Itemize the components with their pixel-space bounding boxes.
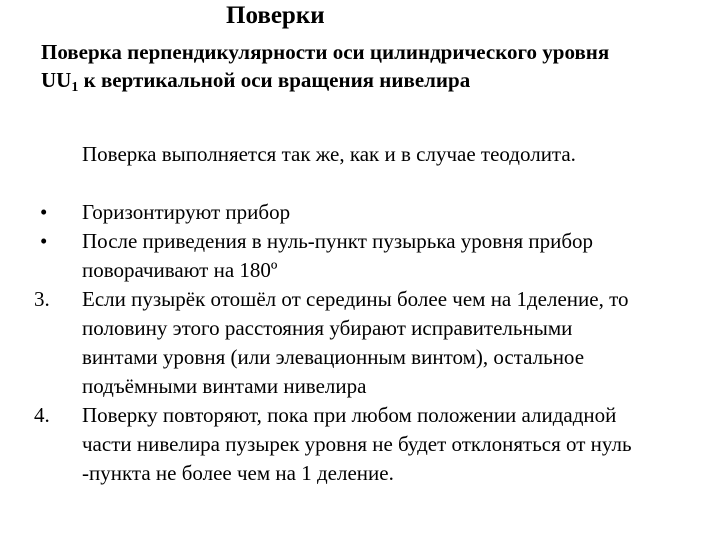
list-item <box>34 227 632 285</box>
slide-title: Поверки <box>226 2 325 29</box>
heading-line-1: Поверка перпендикулярности оси цилиндрического уровня <box>41 40 610 64</box>
step-text: винтами уровня (или элевационным винтом), остальное <box>82 345 585 369</box>
heading-axis-subscript: 1 <box>71 80 79 95</box>
step-text: Если пузырёк отошёл от середины более чем на 1деление, то <box>82 287 629 311</box>
heading-axis-label: UU <box>41 68 72 92</box>
list-item <box>34 401 632 488</box>
number-marker: 3. <box>34 287 50 311</box>
step-text: Поверку повторяют, пока при любом положении алидадной <box>82 403 617 427</box>
section-heading <box>41 38 609 94</box>
steps-list <box>34 198 632 488</box>
list-item <box>34 285 632 401</box>
step-text: поворачивают на 180º <box>82 258 278 282</box>
number-marker: 4. <box>34 403 50 427</box>
list-item <box>34 198 632 227</box>
heading-line-2-text: к вертикальной оси вращения нивелира <box>78 68 471 92</box>
bullet-marker: • <box>40 200 48 224</box>
step-text: части нивелира пузырек уровня не будет отклоняться от нуль <box>82 432 632 456</box>
step-text: Горизонтируют прибор <box>82 200 291 224</box>
step-text: половину этого расстояния убирают исправительными <box>82 316 573 340</box>
heading-line-2 <box>41 66 609 94</box>
bullet-marker: • <box>40 229 48 253</box>
step-text: -пункта не более чем на 1 деление. <box>82 461 394 485</box>
step-text: подъёмными винтами нивелира <box>82 374 367 398</box>
step-text: После приведения в нуль-пункт пузырька уровня прибор <box>82 229 594 253</box>
intro-text: Поверка выполняется так же, как и в случае теодолита. <box>82 142 576 166</box>
